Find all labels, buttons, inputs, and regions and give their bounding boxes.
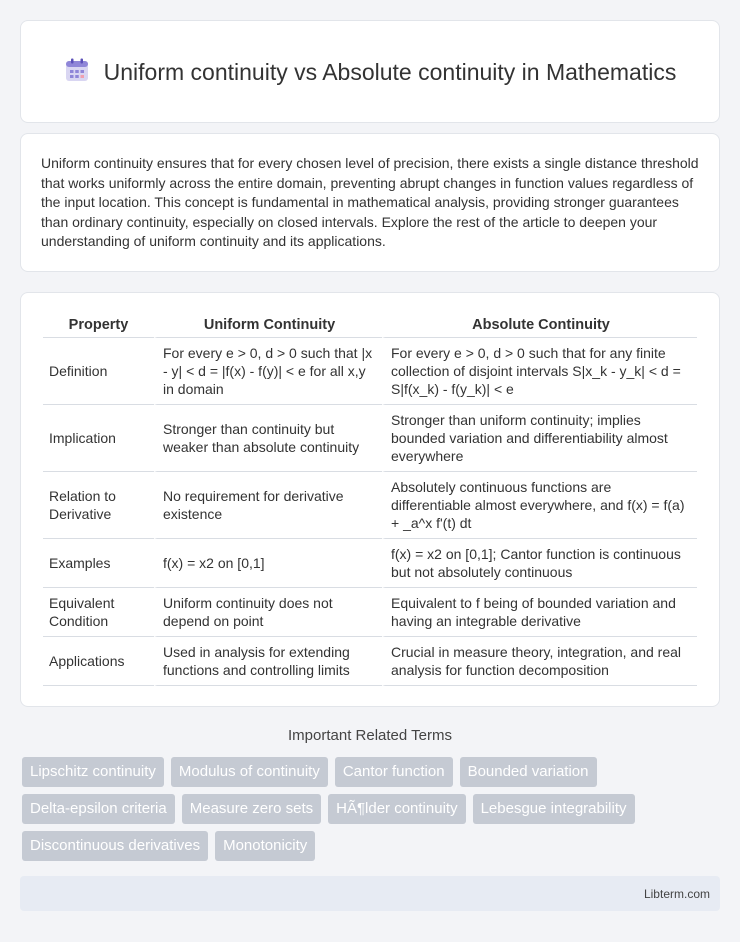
- cell-uniform: For every e > 0, d > 0 such that |x - y| < d = |f(x) - f(y)| < e for all x,y in domain: [154, 338, 382, 405]
- table-row: [43, 405, 697, 472]
- related-terms-list: [0, 757, 740, 861]
- related-term-tag[interactable]: Measure zero sets: [182, 794, 321, 824]
- intro-card: [20, 133, 720, 272]
- related-term-tag[interactable]: HÃ¶lder continuity: [328, 794, 465, 824]
- related-term-tag[interactable]: Lebesgue integrability: [473, 794, 635, 824]
- cell-absolute: Equivalent to f being of bounded variation and having an integrable derivative: [382, 588, 697, 637]
- cell-property: Relation to Derivative: [43, 472, 154, 539]
- cell-absolute: Absolutely continuous functions are differentiable almost everywhere, and f(x) = f(a) + _a^x f'(t) dt: [382, 472, 697, 539]
- table-row: [43, 588, 697, 637]
- related-terms-section: [0, 727, 740, 861]
- intro-text: Uniform continuity ensures that for every chosen level of precision, there exists a single distance threshold that works uniformly across the entire domain, preventing abrupt changes in function values regardless of the input location. This concept is fundamental in mathematical analysis, providing stronger guarantees than ordinary continuity, especially on closed intervals. Explore the rest of the article to deepen your understanding of uniform continuity and its applications.: [41, 155, 699, 250]
- table-header-row: [43, 312, 697, 338]
- cell-absolute: f(x) = x2 on [0,1]; Cantor function is continuous but not absolutely continuous: [382, 539, 697, 588]
- cell-uniform: Used in analysis for extending functions and controlling limits: [154, 637, 382, 686]
- calendar-icon: [64, 57, 90, 83]
- header-uniform-continuity: Uniform Continuity: [154, 312, 382, 338]
- related-term-tag[interactable]: Discontinuous derivatives: [22, 831, 208, 861]
- header-absolute-continuity: Absolute Continuity: [382, 312, 697, 338]
- cell-property: Definition: [43, 338, 154, 405]
- header-property: Property: [43, 312, 154, 338]
- cell-uniform: Stronger than continuity but weaker than absolute continuity: [154, 405, 382, 472]
- related-term-tag[interactable]: Modulus of continuity: [171, 757, 328, 787]
- related-term-tag[interactable]: Monotonicity: [215, 831, 315, 861]
- related-term-tag[interactable]: Bounded variation: [460, 757, 597, 787]
- cell-absolute: Stronger than uniform continuity; implies bounded variation and differentiability almost everywhere: [382, 405, 697, 472]
- cell-property: Examples: [43, 539, 154, 588]
- cell-property: Applications: [43, 637, 154, 686]
- related-term-tag[interactable]: Cantor function: [335, 757, 453, 787]
- title-card: [20, 20, 720, 123]
- cell-absolute: Crucial in measure theory, integration, and real analysis for function decomposition: [382, 637, 697, 686]
- cell-absolute: For every e > 0, d > 0 such that for any finite collection of disjoint intervals S|x_k - y_k| < d = S|f(x_k) - f(y_k)| < e: [382, 338, 697, 405]
- comparison-table-card: [20, 292, 720, 707]
- related-terms-title: Important Related Terms: [288, 727, 452, 744]
- related-term-tag[interactable]: Delta-epsilon criteria: [22, 794, 175, 824]
- related-term-tag[interactable]: Lipschitz continuity: [22, 757, 164, 787]
- table-row: [43, 637, 697, 686]
- cell-uniform: f(x) = x2 on [0,1]: [154, 539, 382, 588]
- cell-uniform: Uniform continuity does not depend on point: [154, 588, 382, 637]
- cell-uniform: No requirement for derivative existence: [154, 472, 382, 539]
- footer: [20, 876, 720, 911]
- footer-site-link[interactable]: Libterm.com: [643, 886, 710, 901]
- table-row: [43, 338, 697, 405]
- table-row: [43, 539, 697, 588]
- table-row: [43, 472, 697, 539]
- page-title: [64, 57, 677, 87]
- title-text: Uniform continuity vs Absolute continuity in Mathematics: [103, 58, 677, 85]
- cell-property: Implication: [43, 405, 154, 472]
- comparison-table: [43, 312, 697, 686]
- cell-property: Equivalent Condition: [43, 588, 154, 637]
